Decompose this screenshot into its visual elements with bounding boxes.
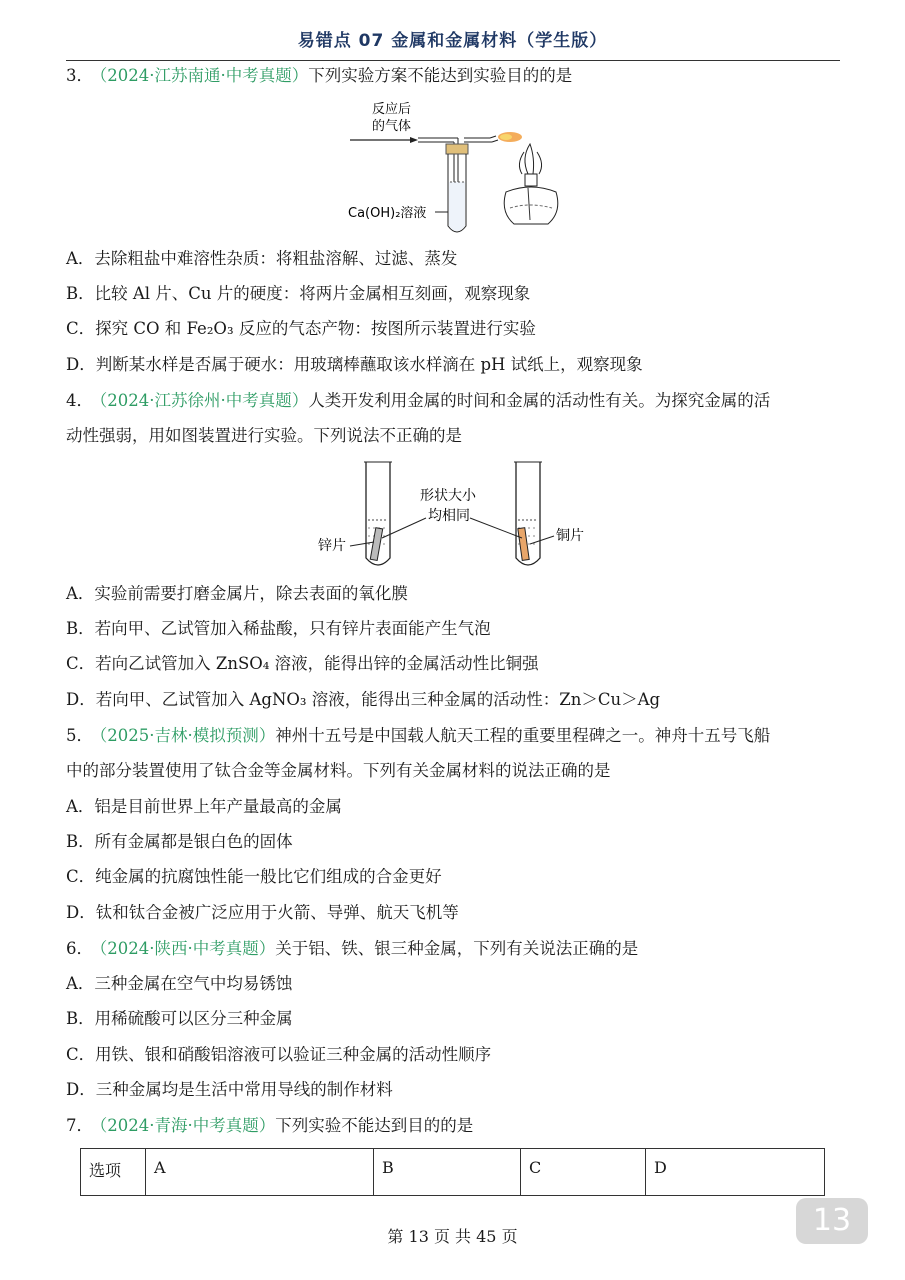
question-source: （2024·江苏徐州·中考真题）: [99, 391, 309, 410]
question-source: （2024·青海·中考真题）: [99, 1116, 276, 1135]
question-number: 3．: [66, 66, 93, 85]
outlet-tube: [490, 136, 496, 138]
q3-option-d: D．判断某水样是否属于硬水：用玻璃棒蘸取该水样滴在 pH 试纸上，观察现象: [66, 355, 643, 374]
q4-option-a: A．实验前需要打磨金属片，除去表面的氧化膜: [66, 584, 408, 603]
q3-option-b: B．比较 Al 片、Cu 片的硬度：将两片金属相互刻画，观察现象: [66, 284, 531, 303]
q6-option-c: C．用铁、银和硝酸铝溶液可以验证三种金属的活动性顺序: [66, 1045, 492, 1064]
co-exhaust-apparatus-figure: [340, 96, 580, 240]
question-number: 4．: [66, 391, 93, 410]
q5-option-b: B．所有金属都是银白色的固体: [66, 832, 293, 851]
question-source: （2024·江苏南通·中考真题）: [99, 66, 309, 85]
q4-option-b: B．若向甲、乙试管加入稀盐酸，只有锌片表面能产生气泡: [66, 619, 491, 638]
question-7-stem: [66, 1115, 840, 1137]
question-5-stem-line2: 中的部分装置使用了钛合金等金属材料。下列有关金属材料的说法正确的是: [66, 761, 611, 780]
question-source: （2025·吉林·模拟预测）: [99, 726, 276, 745]
q5-option-d: D．钛和钛合金被广泛应用于火箭、导弹、航天飞机等: [66, 903, 459, 922]
question-text: 下列实验不能达到目的的是: [275, 1116, 474, 1135]
question-source: （2024·陕西·中考真题）: [99, 939, 276, 958]
q5-option-c: C．纯金属的抗腐蚀性能一般比它们组成的合金更好: [66, 867, 442, 886]
copper-strip: [518, 528, 529, 561]
lamp-flame: [537, 152, 542, 174]
zinc-leader: [350, 542, 374, 546]
question-text: 下列实验方案不能达到实验目的的是: [308, 66, 573, 85]
q4-option-c: C．若向乙试管加入 ZnSO₄ 溶液，能得出锌的金属活动性比铜强: [66, 654, 539, 673]
rubber-stopper: [446, 144, 468, 154]
table-header-cell: 选项: [81, 1149, 146, 1196]
question-text: 关于铝、铁、银三种金属，下列有关说法正确的是: [275, 939, 639, 958]
question-4-stem-line2: 动性强弱，用如图装置进行实验。下列说法不正确的是: [66, 426, 462, 445]
flame-core: [500, 134, 512, 140]
note-leader-left: [382, 518, 426, 538]
outlet-tube: [492, 140, 498, 142]
zinc-label: 锌片: [318, 538, 346, 554]
note-leader-right: [470, 518, 522, 538]
question-number: 6．: [66, 939, 93, 958]
q6-option-a: A．三种金属在空气中均易锈蚀: [66, 974, 293, 993]
same-size-note-line2: 均相同: [428, 508, 470, 524]
same-size-note-line1: 形状大小: [420, 488, 476, 504]
lamp-flame: [519, 152, 524, 174]
solution-fill: [449, 182, 465, 231]
copper-label: 铜片: [556, 528, 584, 544]
gas-label-line1: 反应后: [372, 102, 412, 117]
question-text: 人类开发利用金属的时间和金属的活动性有关。为探究金属的活: [308, 391, 771, 410]
zinc-copper-test-tubes-figure: [310, 458, 600, 574]
q5-option-a: A．铝是目前世界上年产量最高的金属: [66, 797, 342, 816]
table-header-row: [81, 1149, 825, 1196]
q4-option-d: D．若向甲、乙试管加入 AgNO₃ 溶液，能得出三种金属的活动性：Zn＞Cu＞Ag: [66, 690, 661, 709]
page-number-badge[interactable]: 13: [796, 1198, 868, 1244]
question-number: 7．: [66, 1116, 93, 1135]
arrow-head: [410, 137, 418, 143]
table-header-cell: A: [146, 1149, 374, 1196]
question-6-stem: [66, 938, 840, 960]
q3-option-a: A．去除粗盐中难溶性杂质：将粗盐溶解、过滤、蒸发: [66, 249, 458, 268]
lamp-wick-holder: [525, 174, 537, 186]
question-5-stem: [66, 725, 840, 747]
question-number: 5．: [66, 726, 93, 745]
table-header-cell: B: [374, 1149, 521, 1196]
lamp-wick: [528, 188, 530, 220]
copper-leader: [530, 536, 554, 544]
lamp-flame: [525, 144, 534, 174]
zinc-strip: [370, 528, 382, 561]
question-3-stem: [66, 65, 840, 87]
q6-option-d: D．三种金属均是生活中常用导线的制作材料: [66, 1080, 393, 1099]
table-header-cell: C: [521, 1149, 646, 1196]
question-text: 神州十五号是中国载人航天工程的重要里程碑之一。神舟十五号飞船: [275, 726, 771, 745]
page-header-title: 易错点 07 金属和金属材料（学生版）: [297, 31, 608, 51]
solution-label: Ca(OH)₂溶液: [348, 206, 427, 221]
gas-label-line2: 的气体: [372, 119, 412, 134]
table-header-cell: D: [646, 1149, 825, 1196]
q3-option-c: C．探究 CO 和 Fe₂O₃ 反应的气态产物：按图所示装置进行实验: [66, 319, 536, 338]
q6-option-b: B．用稀硫酸可以区分三种金属: [66, 1009, 293, 1028]
page-footer: 第 13 页 共 45 页: [387, 1227, 518, 1246]
lamp-fuel-level: [510, 205, 552, 208]
q7-options-table: [80, 1148, 825, 1196]
question-4-stem: [66, 390, 840, 412]
header-divider: [66, 60, 840, 61]
